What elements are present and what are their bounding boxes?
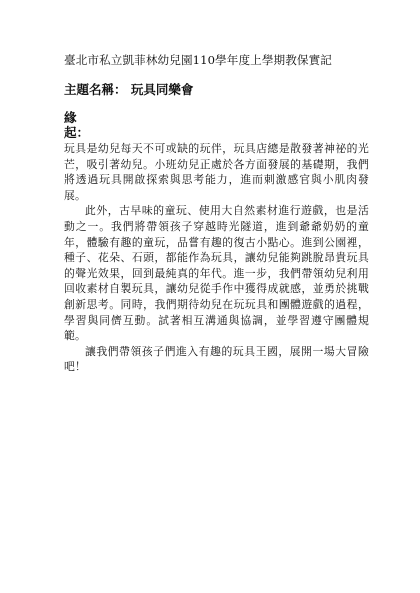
topic-label: 主題名稱： (64, 82, 127, 97)
paragraph-closing: 讓我們帶領孩子們進入有趣的玩具王國，展開一場大冒險吧！ (64, 344, 369, 374)
topic-value: 玩具同樂會 (130, 82, 194, 97)
document-page (64, 52, 369, 375)
topic-line (64, 82, 369, 98)
paragraph-intro: 玩具是幼兒每天不可或缺的玩伴，玩具店總是散發著神祕的光芒，吸引著幼兒。小班幼兒正處於各方面發展的基礎期，我們將透過玩具開啟探索與思考能力，進而刺激感官與小肌肉發展。 (64, 142, 369, 202)
document-title: 臺北市私立凱菲林幼兒園110學年度上學期教保實記 (64, 53, 332, 67)
origin-heading-line2: 起： (64, 125, 90, 140)
origin-heading (64, 110, 369, 140)
origin-heading-line1: 緣 (64, 110, 77, 125)
paragraph-activities: 此外，古早味的童玩、使用大自然素材進行遊戲，也是活動之一。我們將帶領孩子穿越時光隧道，進到爺爺奶奶的童年，體驗有趣的童玩，品嘗有趣的復古小點心。進到公園裡，種子、花朵、石頭，都能作為玩具，讓幼兒能夠跳脫昂貴玩具的聲光效果，回到最純真的年代。進一步，我們帶領幼兒利用回收素材自製玩具，讓幼兒從手作中獲得成就感，並勇於挑戰創新思考。同時，我們期待幼兒在玩玩具和團體遊戲的過程，學習與同儕互動。試著相互溝通與協調，並學習遵守團體規範。 (64, 204, 369, 343)
